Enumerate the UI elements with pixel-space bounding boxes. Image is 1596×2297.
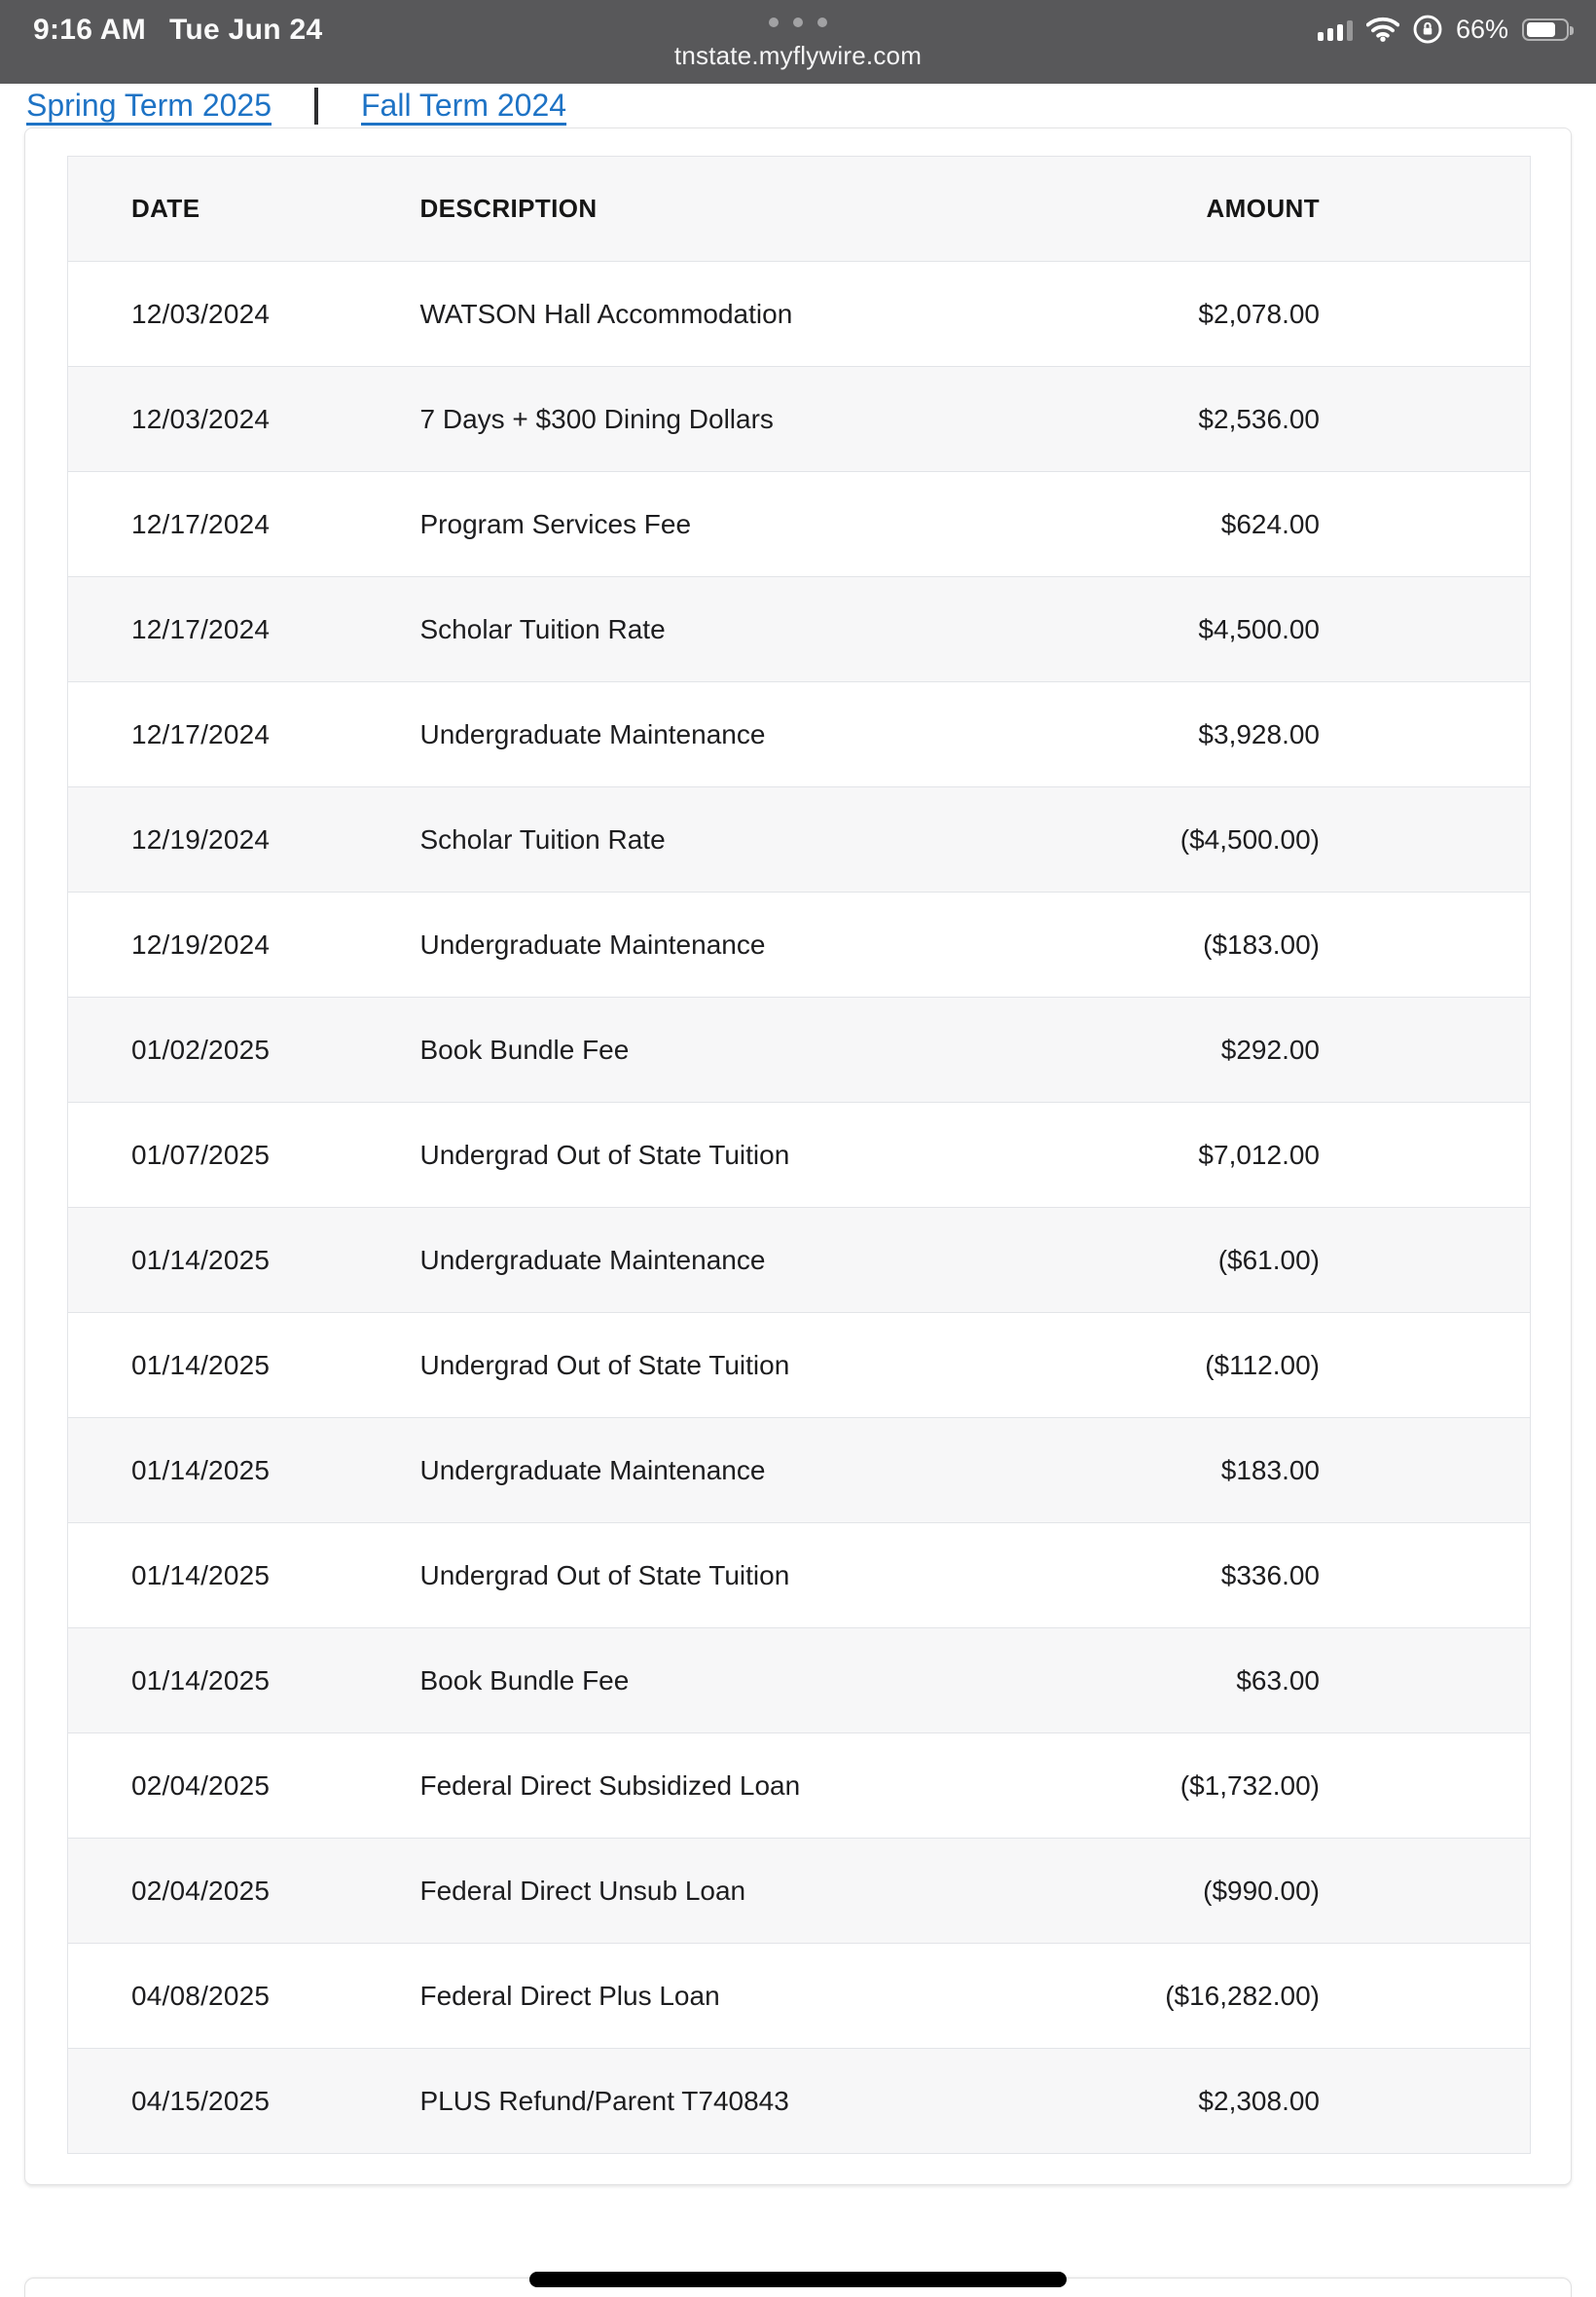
dot-icon bbox=[817, 18, 827, 27]
table-row bbox=[68, 1313, 1531, 1418]
tab-overview-dots[interactable] bbox=[769, 18, 827, 27]
cell-amount: $63.00 bbox=[1236, 1664, 1320, 1695]
table-row bbox=[68, 1208, 1531, 1313]
table-row bbox=[68, 367, 1531, 472]
cell-description: Federal Direct Subsidized Loan bbox=[419, 1769, 801, 1801]
cell-date: 01/14/2025 bbox=[131, 1244, 271, 1275]
table-row bbox=[68, 472, 1531, 577]
cell-description: Federal Direct Unsub Loan bbox=[419, 1875, 746, 1906]
header-row bbox=[68, 157, 1531, 262]
cell-date: 04/15/2025 bbox=[131, 2085, 271, 2116]
cell-description: Undergrad Out of State Tuition bbox=[419, 1559, 790, 1590]
cell-amount: ($61.00) bbox=[1217, 1244, 1320, 1275]
cell-amount: ($16,282.00) bbox=[1165, 1980, 1320, 2011]
cell-description: Undergraduate Maintenance bbox=[419, 1244, 766, 1275]
home-indicator[interactable] bbox=[529, 2272, 1067, 2287]
table-row bbox=[68, 893, 1531, 998]
cell-date: 01/14/2025 bbox=[131, 1559, 271, 1590]
cell-description: Undergrad Out of State Tuition bbox=[419, 1349, 790, 1380]
transactions-table bbox=[67, 156, 1531, 2154]
cell-amount: ($990.00) bbox=[1203, 1875, 1320, 1906]
table-row bbox=[68, 787, 1531, 893]
cell-date: 01/07/2025 bbox=[131, 1139, 271, 1170]
cell-amount: $2,536.00 bbox=[1198, 403, 1320, 434]
cell-description: WATSON Hall Accommodation bbox=[419, 298, 793, 329]
table-row bbox=[68, 1103, 1531, 1208]
table-row bbox=[68, 1733, 1531, 1839]
column-header-description: DESCRIPTION bbox=[419, 194, 598, 223]
cell-description: Program Services Fee bbox=[419, 508, 692, 539]
status-date: Tue Jun 24 bbox=[169, 14, 323, 46]
dot-icon bbox=[769, 18, 779, 27]
status-right-group bbox=[1318, 0, 1569, 58]
cell-description: Federal Direct Plus Loan bbox=[419, 1980, 720, 2011]
cell-description: Undergraduate Maintenance bbox=[419, 718, 766, 749]
table-row bbox=[68, 2049, 1531, 2154]
status-left-group bbox=[33, 14, 323, 47]
cell-description: Undergrad Out of State Tuition bbox=[419, 1139, 790, 1170]
table-row bbox=[68, 577, 1531, 682]
cell-amount: $2,308.00 bbox=[1198, 2085, 1320, 2116]
dot-icon bbox=[793, 18, 803, 27]
table-row bbox=[68, 998, 1531, 1103]
cell-amount: $7,012.00 bbox=[1198, 1139, 1320, 1170]
status-time: 9:16 AM bbox=[33, 14, 147, 46]
table-row bbox=[68, 1628, 1531, 1733]
term-tabs bbox=[0, 84, 1596, 128]
cell-date: 12/17/2024 bbox=[131, 718, 271, 749]
cell-amount: ($1,732.00) bbox=[1179, 1769, 1320, 1801]
table-row bbox=[68, 1944, 1531, 2049]
cell-description: PLUS Refund/Parent T740843 bbox=[419, 2085, 789, 2116]
battery-icon bbox=[1522, 18, 1569, 41]
tab-fall-term-2024[interactable]: Fall Term 2024 bbox=[361, 88, 567, 123]
cell-date: 12/03/2024 bbox=[131, 403, 271, 434]
wifi-icon bbox=[1366, 17, 1399, 42]
cell-amount: $4,500.00 bbox=[1198, 613, 1320, 644]
rotation-lock-icon bbox=[1413, 15, 1442, 44]
cell-description: 7 Days + $300 Dining Dollars bbox=[419, 403, 774, 434]
column-header-amount: AMOUNT bbox=[1206, 194, 1320, 223]
table-row bbox=[68, 1523, 1531, 1628]
cell-description: Undergraduate Maintenance bbox=[419, 929, 766, 960]
cell-description: Scholar Tuition Rate bbox=[419, 613, 666, 644]
cell-amount: $2,078.00 bbox=[1198, 298, 1320, 329]
battery-nub bbox=[1570, 26, 1574, 35]
cell-description: Book Bundle Fee bbox=[419, 1034, 630, 1065]
cell-date: 04/08/2025 bbox=[131, 1980, 271, 2011]
battery-percent: 66% bbox=[1455, 14, 1508, 44]
status-bar bbox=[0, 0, 1596, 84]
cellular-signal-icon bbox=[1318, 18, 1353, 41]
table-header bbox=[68, 157, 1531, 262]
cell-date: 12/19/2024 bbox=[131, 929, 271, 960]
cell-amount: $336.00 bbox=[1220, 1559, 1320, 1590]
cell-description: Undergraduate Maintenance bbox=[419, 1454, 766, 1485]
cell-date: 01/14/2025 bbox=[131, 1454, 271, 1485]
cell-description: Scholar Tuition Rate bbox=[419, 823, 666, 855]
cell-date: 12/03/2024 bbox=[131, 298, 271, 329]
transactions-body bbox=[68, 262, 1531, 2154]
cell-amount: $3,928.00 bbox=[1198, 718, 1320, 749]
battery-fill bbox=[1527, 22, 1555, 37]
cell-amount: ($4,500.00) bbox=[1179, 823, 1320, 855]
transactions-card bbox=[24, 128, 1572, 2185]
cell-date: 12/19/2024 bbox=[131, 823, 271, 855]
table-row bbox=[68, 262, 1531, 367]
cell-date: 01/14/2025 bbox=[131, 1349, 271, 1380]
cell-amount: ($112.00) bbox=[1205, 1349, 1320, 1380]
cell-date: 01/02/2025 bbox=[131, 1034, 271, 1065]
tab-spring-term-2025[interactable]: Spring Term 2025 bbox=[26, 88, 272, 123]
cell-date: 01/14/2025 bbox=[131, 1664, 271, 1695]
tab-separator bbox=[314, 88, 318, 125]
cell-date: 02/04/2025 bbox=[131, 1875, 271, 1906]
cell-amount: $624.00 bbox=[1220, 508, 1320, 539]
cell-date: 12/17/2024 bbox=[131, 613, 271, 644]
table-row bbox=[68, 1839, 1531, 1944]
column-header-date: DATE bbox=[131, 194, 200, 223]
cell-amount: ($183.00) bbox=[1203, 929, 1320, 960]
cell-amount: $183.00 bbox=[1220, 1454, 1320, 1485]
address-bar-url[interactable]: tnstate.myflywire.com bbox=[673, 41, 923, 70]
table-row bbox=[68, 682, 1531, 787]
cell-date: 12/17/2024 bbox=[131, 508, 271, 539]
cell-description: Book Bundle Fee bbox=[419, 1664, 630, 1695]
table-row bbox=[68, 1418, 1531, 1523]
cell-date: 02/04/2025 bbox=[131, 1769, 271, 1801]
cell-amount: $292.00 bbox=[1220, 1034, 1320, 1065]
